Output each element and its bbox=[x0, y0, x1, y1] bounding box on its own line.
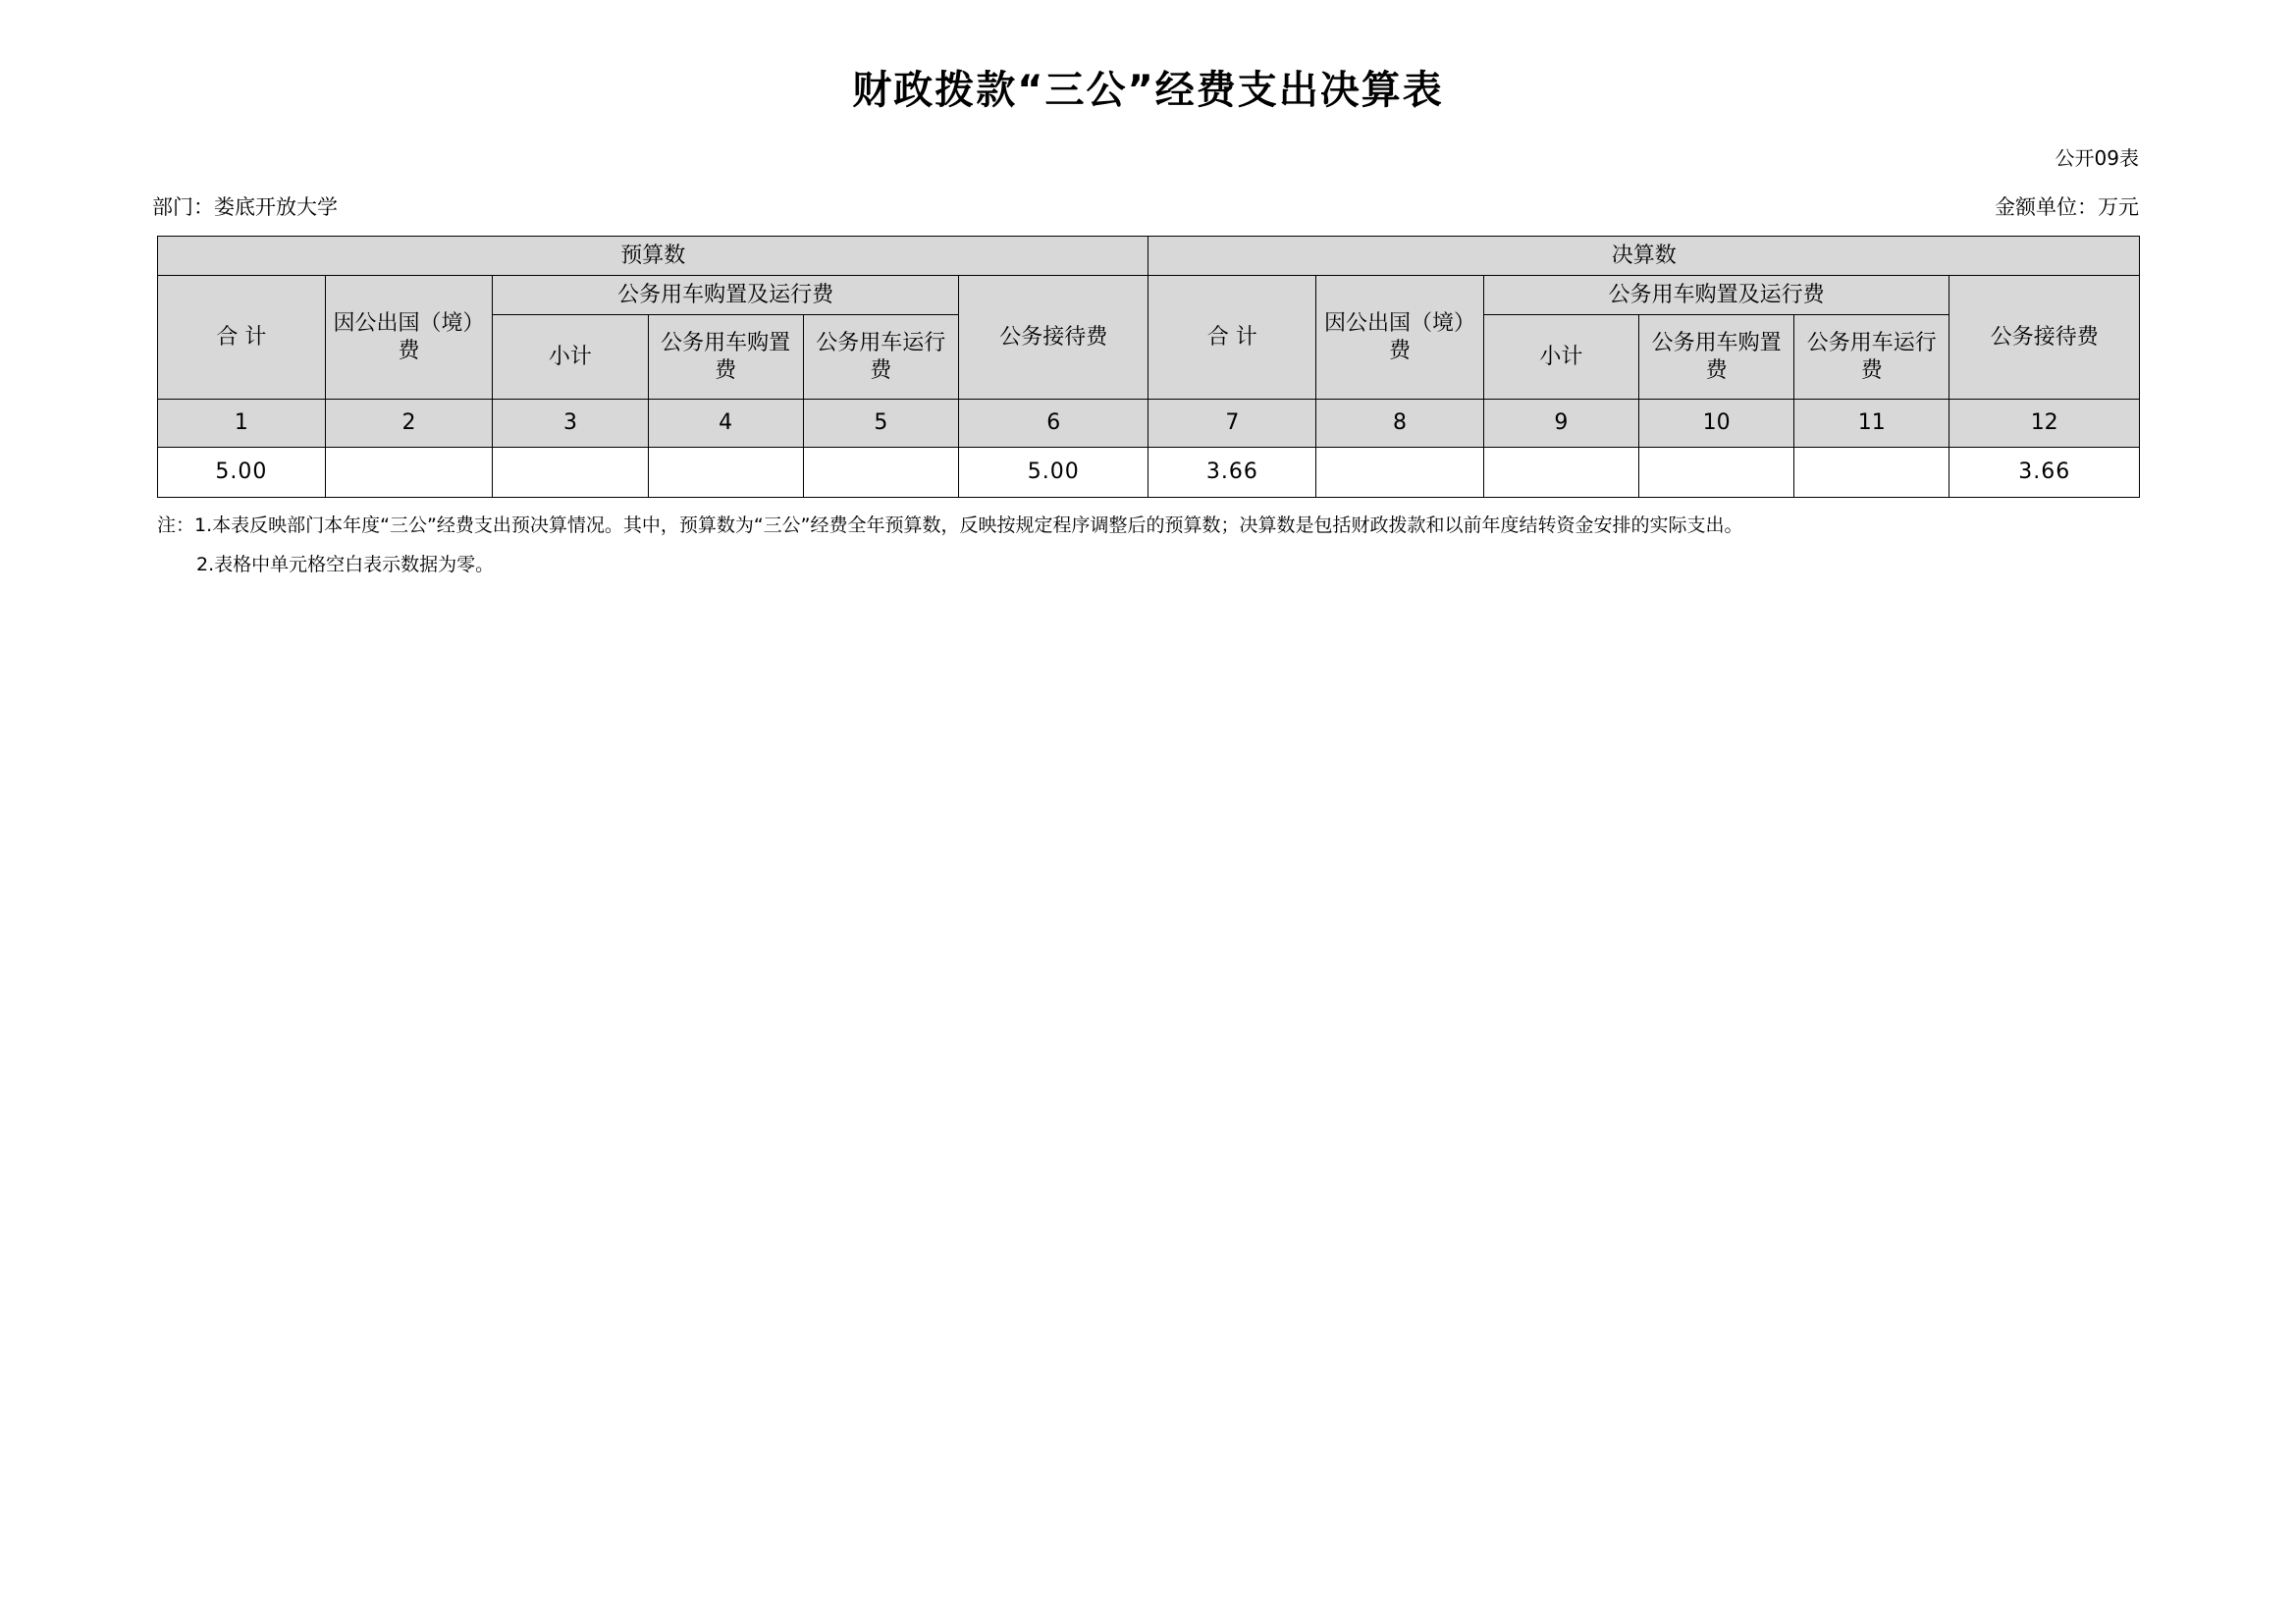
table-subheader-row bbox=[158, 276, 2140, 315]
column-number-12: 12 bbox=[1949, 400, 2140, 448]
header-final-vehicle-purchase: 公务用车购置费 bbox=[1639, 315, 1794, 400]
header-budget-total: 合 计 bbox=[158, 276, 326, 400]
cell-budget-vehicle-operation bbox=[803, 448, 958, 498]
expenditure-table-wrapper bbox=[157, 236, 2140, 498]
header-budget-vehicle-purchase: 公务用车购置费 bbox=[648, 315, 803, 400]
column-number-5: 5 bbox=[803, 400, 958, 448]
cell-final-vehicle-operation bbox=[1794, 448, 1949, 498]
cell-final-abroad bbox=[1316, 448, 1484, 498]
header-budget-abroad: 因公出国（境）费 bbox=[325, 276, 493, 400]
cell-budget-abroad bbox=[325, 448, 493, 498]
header-final-vehicle-operation: 公务用车运行费 bbox=[1794, 315, 1949, 400]
note-line-1: 注：1.本表反映部门本年度“三公”经费支出预决算情况。其中，预算数为“三公”经费全年预算数，反映按规定程序调整后的预算数；决算数是包括财政拨款和以前年度结转资金安排的实际支出。 bbox=[157, 514, 1743, 536]
header-final-vehicle-group: 公务用车购置及运行费 bbox=[1483, 276, 1949, 315]
header-budget-reception: 公务接待费 bbox=[958, 276, 1148, 400]
column-number-11: 11 bbox=[1794, 400, 1949, 448]
page-title: 财政拨款“三公”经费支出决算表 bbox=[852, 68, 1444, 113]
form-code: 公开09表 bbox=[2055, 146, 2139, 170]
amount-unit-label: 金额单位：万元 bbox=[1995, 195, 2139, 219]
header-budget-vehicle-group: 公务用车购置及运行费 bbox=[493, 276, 959, 315]
column-number-row bbox=[158, 400, 2140, 448]
cell-final-vehicle-subtotal bbox=[1483, 448, 1638, 498]
header-final-total: 合 计 bbox=[1148, 276, 1316, 400]
column-number-3: 3 bbox=[493, 400, 648, 448]
column-number-1: 1 bbox=[158, 400, 326, 448]
cell-final-vehicle-purchase bbox=[1639, 448, 1794, 498]
cell-budget-vehicle-purchase bbox=[648, 448, 803, 498]
notes-section bbox=[157, 511, 2140, 590]
cell-budget-vehicle-subtotal bbox=[493, 448, 648, 498]
header-final-group: 决算数 bbox=[1148, 237, 2140, 276]
header-final-vehicle-subtotal: 小计 bbox=[1483, 315, 1638, 400]
column-number-2: 2 bbox=[325, 400, 493, 448]
department-label: 部门：娄底开放大学 bbox=[152, 195, 338, 219]
header-final-reception: 公务接待费 bbox=[1949, 276, 2140, 400]
cell-final-total: 3.66 bbox=[1148, 448, 1316, 498]
cell-final-reception: 3.66 bbox=[1949, 448, 2140, 498]
meta-row bbox=[152, 191, 2139, 221]
header-final-abroad: 因公出国（境）费 bbox=[1316, 276, 1484, 400]
expenditure-table bbox=[157, 236, 2140, 498]
header-budget-group: 预算数 bbox=[158, 237, 1148, 276]
column-number-7: 7 bbox=[1148, 400, 1316, 448]
column-number-6: 6 bbox=[958, 400, 1148, 448]
column-number-4: 4 bbox=[648, 400, 803, 448]
table-group-header-row bbox=[158, 237, 2140, 276]
column-number-10: 10 bbox=[1639, 400, 1794, 448]
note-line-2: 2.表格中单元格空白表示数据为零。 bbox=[196, 554, 495, 576]
header-budget-vehicle-operation: 公务用车运行费 bbox=[803, 315, 958, 400]
column-number-9: 9 bbox=[1483, 400, 1638, 448]
table-row bbox=[158, 448, 2140, 498]
column-number-8: 8 bbox=[1316, 400, 1484, 448]
cell-budget-reception: 5.00 bbox=[958, 448, 1148, 498]
cell-budget-total: 5.00 bbox=[158, 448, 326, 498]
header-budget-vehicle-subtotal: 小计 bbox=[493, 315, 648, 400]
